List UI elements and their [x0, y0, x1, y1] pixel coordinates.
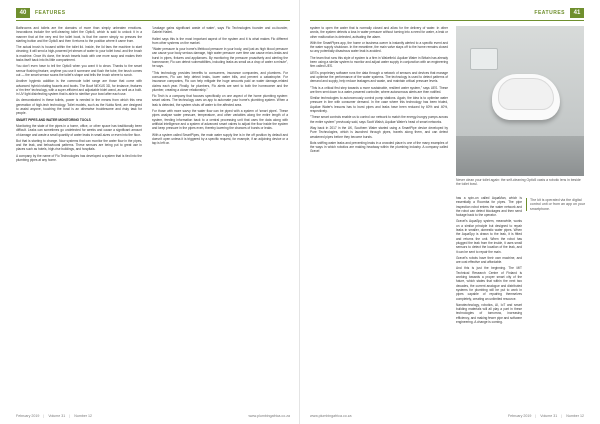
control-panel-icon: [470, 48, 498, 70]
right-column-2: [456, 196, 522, 326]
paragraph: For those with more savvy the water flow can be piped with a system of 'smart pipes'. These pipes analyse water pressure, temperature, and other variables along the entire length of a system, feeding information back to a central processing unit that uses the data along with artificial intelligence and a system of advanced smart valves to adjust the flow inside the system and keep pressure in the pipes even, thereby lowering the chances of bursts or leaks.: [152, 109, 288, 131]
website-link[interactable]: www.plumbingafrica.co.za: [310, 414, 352, 418]
paragraph: Another hygienic addition is the commode toilet range are those that come with advanced hybrid rotating faucets and bowls. The Bowl NEXUS 3D, for instance, features a 'rim free' technology, with a super-efficient and adjustable bidet wand, as well as a built-in UV light disinfecting system that is able to sterilise your bowl after each use.: [16, 79, 142, 97]
footer-separator: |: [69, 414, 71, 418]
paragraph: Gravel's AquaSpy system, meanwhile, works on a similar principle but designed to repair leaks in smaller, domestic water pipes. When the AquaSpy is drawn to the leak, it is fitted and returns the unit. When the robot has plugged the leak from the inside, it uses small sensors to detect the location of the leak, and it can be sent to repair the main.: [456, 219, 522, 254]
toilet-photo: [456, 26, 584, 176]
footer-separator: |: [535, 414, 537, 418]
right-page: [300, 0, 600, 424]
paragraph: Monitoring the state of the pipes in a home, office, or other space has traditionally been difficult. Leaks can sometimes go undetected for weeks and cause a significant amount of damage and waste a small quantity of water leaks in small-sizes or even into the floor.: [16, 123, 142, 137]
volume: Volume 31: [540, 414, 558, 418]
section-label: FEATURES: [534, 10, 565, 16]
volume: Volume 31: [48, 414, 66, 418]
left-column-1: [16, 26, 142, 164]
paragraph: Bots sniffing water leaks and preventing leaks in a crowded place is one of the many examples of the ways in which robotics are making headway within the plumbing industry. A company called Gravel: [310, 140, 448, 154]
footer-separator: |: [561, 414, 563, 418]
left-header: [16, 8, 71, 18]
toilet-seat-icon: [498, 78, 554, 110]
paragraph: The actual brush is housed within the toilet lid. Inside, the lid fans the machine to start cleaning; it will send a high-powered jet stream of water to your toilet bowl. and the brush is machine. Once it's done, the brush travels back with one more soap and makes their tasks itself back into its little compartment.: [16, 45, 142, 63]
paragraph: A company by the name of Flo Technologies has developed a system that is tied into the plumbing pipes at any home.: [16, 153, 142, 163]
paragraph: "These smart controls enable us to control our network to match the energy-hungry pumps across the entire system" previously said, says Scott Walsh, Aquilae Water's head of smart networks.: [310, 115, 448, 124]
photo-caption: Never clean your toilet again: the self-cleaning Optic5 casts a robotic lens in beside the toilet bowl.: [456, 178, 581, 187]
paragraph: Nanotechnology, robotics, AI, IoT and smart building materials will all play a part in these technologies of tomorrow, increasing efficiency, and making fewer pipe and software engineering. A change is coming.: [456, 302, 522, 325]
paragraph: system to open the water that is normally closed and allow for the delivery of water. In other words, the system detects a loss in water pressure without turning into a need for water, a leak or other malfunction is detected, activating the alarm.: [310, 26, 448, 39]
left-column-2: [152, 26, 288, 147]
right-header: [529, 8, 584, 18]
issue-date: February 2019: [16, 414, 40, 418]
section-label: FEATURES: [35, 10, 66, 16]
issue-number: Number 12: [566, 414, 584, 418]
paragraph: The team that runs this style of system is a firm in Wakefield. Aquilae Water in Britain has already been using a similar system to monitor and adjust water supply in conjunction with an engineering firm called UES.: [310, 55, 448, 69]
paragraph: As demonstrated in these toilets, power is needed in the means from which this new generation of high-tech technology. Toilet models, such as the Nubia Next, are designed to assist anyone, touching the bowl is an otherwise troublesome and risky task for people.: [16, 98, 142, 116]
paragraph: UES's proprietary software runs the data through a network of sensors and devices that manage and optimise the performance of the water systems. The technology is used to detect patterns of demand and supply, help reduce leakages and waste, and maintain critical pressure levels.: [310, 70, 448, 84]
footer-separator: |: [43, 414, 45, 418]
issue-number: Number 12: [74, 414, 93, 418]
website-link[interactable]: www.plumbingafrica.co.za: [248, 414, 290, 418]
info-box: The kit is operated via the digital control unit or from an app on your smartphone.: [526, 198, 588, 211]
photo-floor: [456, 136, 584, 176]
right-footer: [508, 414, 584, 418]
paragraph: Flo Tech is a company that focuses specifically on one aspect of the home plumbing system: smart valves. The technology uses an app to automate your home's plumbing system. When a leak is detected, the system shuts off water to the affected area.: [152, 94, 288, 107]
paragraph: With the SmartPipes app, the home or business owner is instantly alerted to a specific event and the water supply shutdown. In the meantime, the main valve stays off to the home remains closed so any potentially disastrous water leak is avoided.: [310, 40, 448, 54]
page-number: 40: [16, 8, 30, 18]
paragraph: "This technology provides benefits to consumers, insurance companies, and plumbers. For consumers, Flo can help detect leaks, lower water bills, and prevent a catastrophe. For insurance companies, Flo can help mitigate the huge amounts paid on water damage-related claims each year. Finally, for plumbers, Flo alerts are sent to both the homeowner and the plumber, creating a closer relationship.": [152, 70, 288, 92]
paragraph: With a system called SmartPipes, the main water supply line is in the off position by default and doesn't open unless it is triggered by a specific request, for example, if an adjoining device or a tap is left on.: [152, 132, 288, 146]
paragraph: Similar technologies to autonomously control pump stations. Again, the idea is to optimise water pressure in line with consumer demand. In the case where this technology has been trialed, Aquilae Water's lessons has to burst pipes and leaks have been reduced by 60% and 40%, respectively.: [310, 96, 448, 114]
right-column-1: [310, 26, 448, 156]
paragraph: Bathrooms and toilets are the domains of more than simply unbeaten emotions. Innovations include the self-cleaning toilet the Optic5, which is said to unlock it in a manner that at the very end the toilet bowl, is that the owner simply no presses the starting button and the Optic5 and then it returns to the position where it came from.: [16, 26, 142, 43]
paragraph: has a spin-on called AquaMan, which is essentially a Roomba for pipes. The pipe inspection robot enters the water network and the robot can detect blockages and then send footage back to the operator.: [456, 196, 522, 218]
page-number: 41: [570, 8, 584, 18]
paragraph: "This is a critical first step towards a more sustainable, resilient water system," says UES. These are then sent down to a water-powered controller, where autonomous alerts are then notified.: [310, 85, 448, 94]
issue-date: February 2019: [507, 414, 532, 418]
paragraph: You don't even have to tell the Optic5 when you want it to clean. Thanks to the smart sensor flushing feature, anytime you use it someone and flush the tube, the brush comes out — the smart sensor scans the toilet's shape and tells the brush where to scrub.: [16, 64, 142, 77]
paragraph: But that is starting to change. Now systems that can monitor the water flow in the pipes, and the leak, and behavioural patterns. These sensors are being put to great use in places such as hotels, high-rise buildings, and hospitals.: [16, 138, 142, 152]
left-footer: [16, 414, 92, 418]
paragraph: Halimi says this is the most important aspect of the system and it is what makes Flo different from other systems on the market.: [152, 36, 288, 45]
paragraph: And this is just the beginning. The MIT Technical Research Centre of Finland is working towards a proper smart city of the future, which states that within the next two decades, the current analogue and distributed systems for plumbing will be put to work in pipes capable of repairing themselves completely, creating an unlimited resource.: [456, 266, 522, 301]
header-rule: [16, 20, 290, 21]
paragraph: "Water pressure is your home's lifeblood pressure in your body, and just as high blood pressure can cause your body serious damage, high water pressure over time can cause micro-leaks and burst in pipes, fixtures and appliances. By monitoring the pressure proactively and alerting the homeowner, Flo can detect vulnerabilities, including leaks as small as a drop of water a minute", he says.: [152, 47, 288, 69]
subheading: SMART PIPES AND WATER MONITORING TOOLS: [16, 117, 91, 122]
paragraph: 'Leakage gains significant waste of water', says Flo Technologies founder and co-founder, Gabriel Halimi.: [152, 26, 288, 35]
paragraph: Gravel's robots have their own machine, and are cost effective and affordable.: [456, 255, 522, 265]
paragraph: Way back in 2017 in the UK, Southern Water started using a SmartPipe device developed by Pure Technologies, which is launched through pipes, travels along them, and can detect weakened pipes before they become bursts.: [310, 125, 448, 139]
header-rule: [310, 20, 584, 21]
